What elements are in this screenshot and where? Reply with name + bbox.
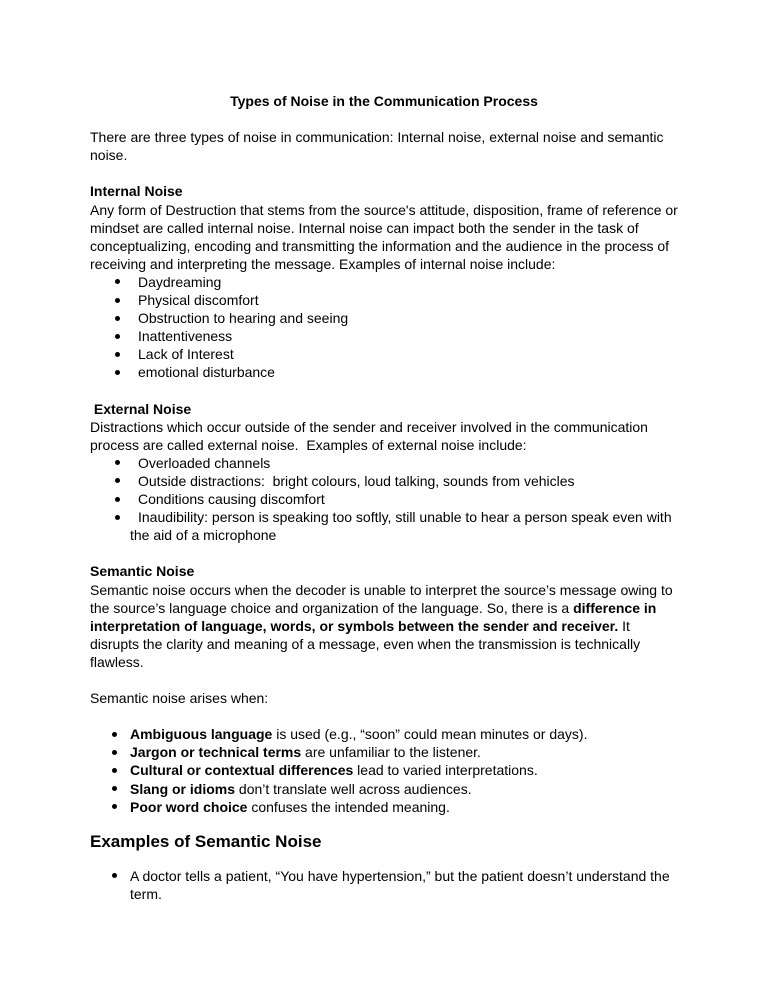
- list-item: Inaudibility: person is speaking too softly, still unable to hear a person speak even with the aid of a microphone: [90, 508, 678, 544]
- list-item: Outside distractions: bright colours, loud talking, sounds from vehicles: [90, 472, 678, 490]
- list-item: [90, 725, 678, 743]
- list-item: [90, 798, 678, 816]
- bold-emphasis: difference in interpretation of language, words, or symbols between the sender and receiver.: [90, 599, 661, 634]
- bullet-rest: lead to varied interpretations.: [353, 762, 538, 779]
- paragraph-text: Semantic noise occurs when the decoder is unable to interpret the source’s message owing to the source’s language choice and organization of the language. So, there is a: [90, 581, 677, 616]
- list-item: Obstruction to hearing and seeing: [90, 309, 678, 327]
- bullet-rest: confuses the intended meaning.: [247, 798, 450, 815]
- bullet-rest: don’t translate well across audiences.: [235, 780, 472, 797]
- bullet-lead-bold: Slang or idioms: [130, 780, 236, 797]
- list-item: Lack of Interest: [90, 345, 678, 363]
- examples-list: [90, 867, 678, 903]
- list-item: A doctor tells a patient, “You have hypertension,” but the patient doesn’t understand the term.: [90, 867, 678, 903]
- list-item: [90, 761, 678, 779]
- semantic-noise-list: [90, 725, 678, 815]
- examples-heading: Examples of Semantic Noise: [90, 831, 322, 851]
- bullet-rest: is used (e.g., “soon” could mean minutes or days).: [272, 726, 588, 743]
- external-noise-paragraph: Distractions which occur outside of the sender and receiver involved in the communication process are called external noise. Examples of external noise include:: [90, 418, 652, 453]
- list-item: emotional disturbance: [90, 363, 678, 381]
- bullet-lead-bold: Cultural or contextual differences: [130, 762, 354, 779]
- list-item: Physical discomfort: [90, 291, 678, 309]
- external-noise-list: [90, 454, 678, 544]
- bullet-lead-bold: Ambiguous language: [130, 726, 273, 743]
- internal-noise-list: [90, 273, 678, 382]
- list-item: Daydreaming: [90, 273, 678, 291]
- list-item: Overloaded channels: [90, 454, 678, 472]
- bullet-rest: are unfamiliar to the listener.: [301, 744, 481, 761]
- list-item: Inattentiveness: [90, 327, 678, 345]
- semantic-noise-heading: Semantic Noise: [90, 563, 195, 580]
- internal-noise-paragraph: Any form of Destruction that stems from the source's attitude, disposition, frame of reference or mindset are called internal noise. Internal noise can impact both the sender in the task of conceptualizing, encoding and transmitting the information and the audience in the process of receiving and interpreting the message. Examples of internal noise include:: [90, 201, 682, 272]
- document-title: Types of Noise in the Communication Process: [230, 93, 538, 109]
- bullet-lead-bold: Poor word choice: [130, 798, 248, 815]
- semantic-arises-label: Semantic noise arises when:: [90, 690, 269, 707]
- list-item: Conditions causing discomfort: [90, 490, 678, 508]
- bullet-lead-bold: Jargon or technical terms: [130, 744, 302, 761]
- internal-noise-heading: Internal Noise: [90, 183, 183, 200]
- intro-paragraph: There are three types of noise in communication: Internal noise, external noise and semantic noise.: [90, 129, 668, 164]
- paragraph-text: It disrupts the clarity and meaning of a message, even when the transmission is technically flawless.: [90, 617, 645, 670]
- list-item: [90, 780, 678, 798]
- external-noise-heading: External Noise: [90, 400, 192, 417]
- semantic-noise-paragraph: [90, 581, 678, 671]
- list-item: [90, 743, 678, 761]
